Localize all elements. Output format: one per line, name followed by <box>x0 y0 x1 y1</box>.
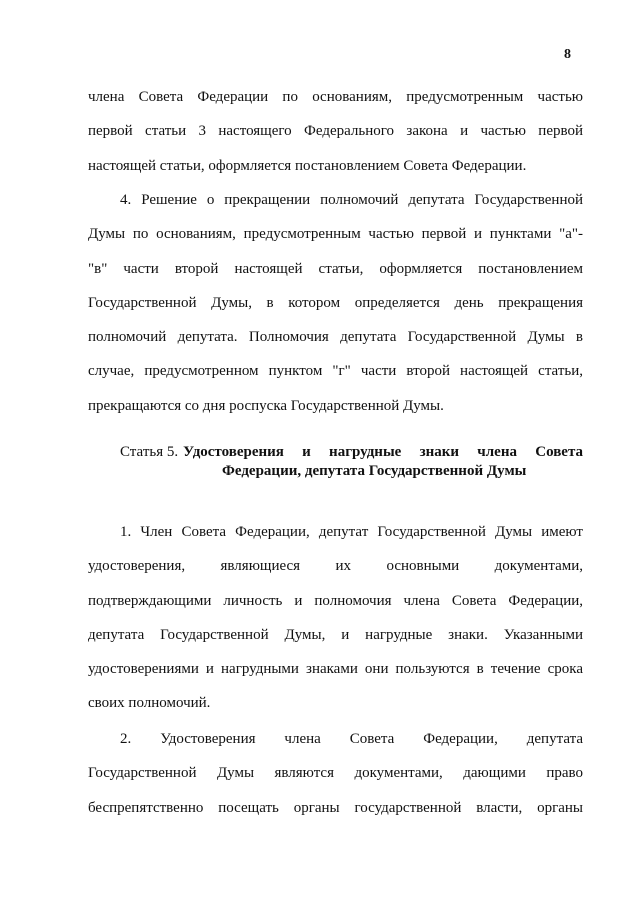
text-line: "в" части второй настоящей статьи, оформляется постановлением <box>88 260 583 277</box>
article-heading-line-1 <box>120 443 583 462</box>
text-line: удостоверения, являющиеся их основными документами, <box>88 558 583 575</box>
text-line: подтверждающими личность и полномочия члена Совета Федерации, <box>88 592 583 609</box>
article-title-line-2: Федерации, депутата Государственной Думы <box>222 463 527 479</box>
paragraph-article-part-1 <box>88 515 583 721</box>
text-line: первой статьи 3 настоящего Федерального закона и частью первой <box>88 123 583 140</box>
paragraph-part-4 <box>88 183 583 423</box>
text-line: беспрепятственно посещать органы государственной власти, органы <box>88 799 583 816</box>
text-line: 1. Член Совета Федерации, депутат Государственной Думы имеют <box>120 524 583 540</box>
paragraph-article-part-2 <box>88 722 583 825</box>
text-line: 2. Удостоверения члена Совета Федерации, депутата <box>120 731 583 747</box>
paragraph-continuation <box>88 80 583 183</box>
text-line: настоящей статьи, оформляется постановлением Совета Федерации. <box>88 157 527 174</box>
text-line: удостоверениями и нагрудными знаками они пользуются в течение срока <box>88 661 583 678</box>
article-label: Статья 5. <box>120 444 179 460</box>
article-title-line-1: Удостоверения и нагрудные знаки члена Совета <box>183 444 583 460</box>
text-line: полномочий депутата. Полномочия депутата Государственной Думы в <box>88 329 583 346</box>
page-number: 8 <box>564 47 571 62</box>
text-line: члена Совета Федерации по основаниям, предусмотренным частью <box>88 89 583 105</box>
text-line: депутата Государственной Думы, и нагрудные знаки. Указанными <box>88 626 583 643</box>
text-line: 4. Решение о прекращении полномочий депутата Государственной <box>120 192 583 208</box>
text-line: своих полномочий. <box>88 695 211 712</box>
text-line: Государственной Думы являются документами, дающими право <box>88 765 583 782</box>
text-line: случае, предусмотренном пунктом "г" части второй настоящей статьи, <box>88 363 583 380</box>
text-line: прекращаются со дня роспуска Государственной Думы. <box>88 397 444 414</box>
text-line: Думы по основаниям, предусмотренным частью первой и пунктами "а"- <box>88 226 583 243</box>
article-heading <box>120 443 583 479</box>
text-line: Государственной Думы, в котором определяется день прекращения <box>88 294 583 311</box>
